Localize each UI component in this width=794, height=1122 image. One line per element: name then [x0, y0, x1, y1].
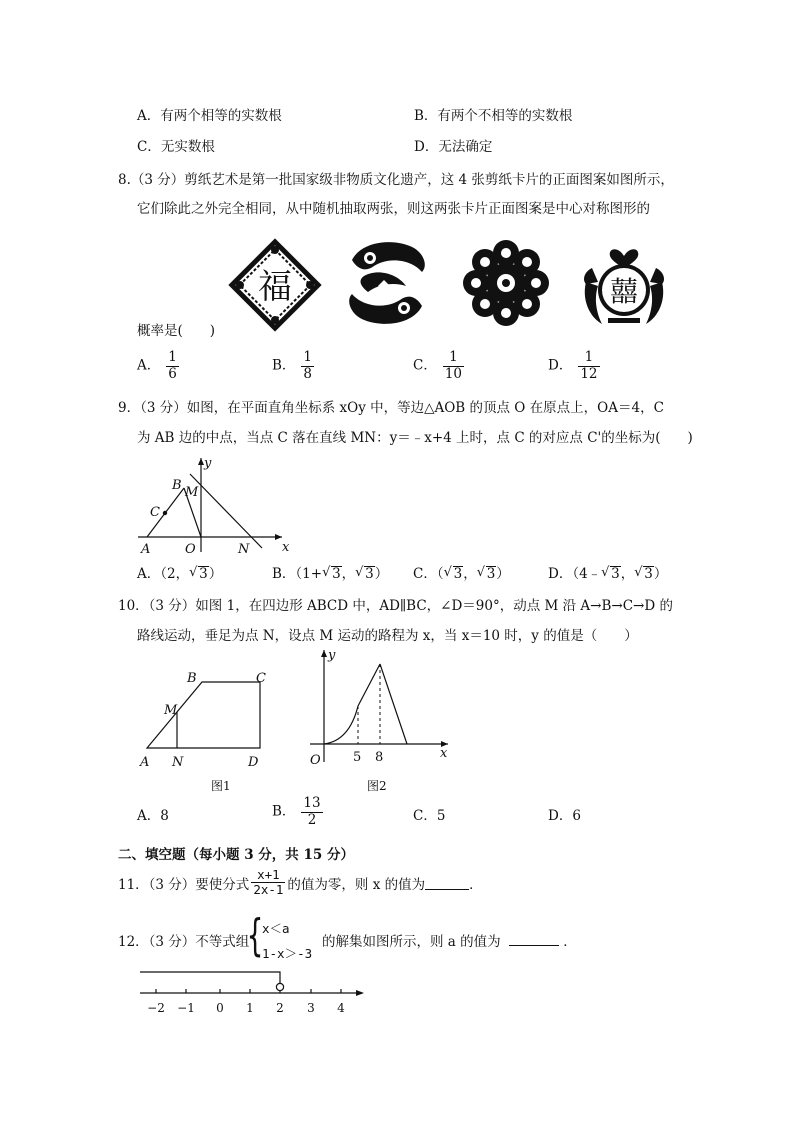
q8-option-b-label: B．	[272, 357, 296, 374]
q8-option-b	[272, 350, 314, 382]
q9-option-c-mid: ，	[463, 566, 477, 582]
q9-option-b-radicand: 3	[332, 566, 341, 582]
q9-text-line2: 为 AB 边的中点，当点 C 落在直线 MN：y＝﹣x+4 上时，点 C 的对应点 C'的坐标为( )	[137, 430, 693, 446]
q9-option-c-pre: C．（	[413, 566, 444, 582]
q8-option-d-denominator: 12	[580, 365, 598, 382]
label-c: C	[150, 505, 160, 520]
q8-option-c-fraction	[443, 350, 464, 382]
q7-option-a: A．有两个相等的实数根	[137, 108, 282, 124]
fig2-tick-8: 8	[375, 750, 384, 765]
q8-option-d-numerator: 1	[578, 350, 599, 367]
sqrt	[322, 566, 342, 582]
label-x: x	[282, 540, 290, 555]
q11-fraction	[251, 868, 285, 898]
tick-label: −2	[147, 1001, 165, 1015]
tick-label: 4	[337, 1001, 345, 1015]
q10-option-b	[272, 796, 323, 828]
q9-option-b	[272, 562, 388, 582]
q11-answer-blank[interactable]	[425, 875, 469, 890]
papercut-double-happiness-image	[578, 238, 670, 330]
q9-option-b-mid: ，	[341, 566, 356, 582]
q9-option-a-radicand: 3	[199, 566, 208, 582]
label-o: O	[185, 542, 196, 557]
sqrt	[477, 566, 497, 582]
q10-figure-2	[300, 646, 460, 770]
label-b: B	[172, 478, 182, 493]
label-y: y	[204, 456, 212, 471]
tick-label: −1	[177, 1001, 195, 1015]
q7-option-b: B．有两个不相等的实数根	[414, 108, 573, 124]
q9-option-d-radicand2: 3	[644, 566, 653, 582]
q10-option-d: D．6	[548, 808, 581, 824]
q12-post: 的解集如图所示，则 a 的值为	[322, 934, 501, 950]
fig1-label-d: D	[248, 755, 259, 770]
fig1-label-a: A	[140, 755, 150, 770]
fig2-label-o: O	[310, 753, 321, 768]
fig2-caption: 图2	[367, 779, 387, 793]
fig1-label-m: M	[164, 703, 178, 718]
q8-option-b-fraction	[301, 350, 314, 382]
q8-option-d-label: D．	[548, 357, 573, 374]
q12-inequality-1: x＜a	[262, 921, 290, 936]
q8-option-c-numerator: 1	[443, 350, 464, 367]
q9-option-a-pre: A．（2，	[137, 566, 190, 582]
fig1-label-n: N	[172, 755, 184, 770]
fig2-label-x: x	[440, 746, 448, 761]
papercut-fish-image	[344, 236, 430, 330]
sqrt	[444, 566, 464, 582]
papercut-fu-image	[226, 236, 324, 334]
label-a: A	[141, 542, 151, 557]
label-m: M	[185, 485, 199, 500]
fig1-label-c: C	[256, 671, 266, 686]
label-n: N	[238, 542, 250, 557]
q11-denominator: 2x-1	[253, 882, 284, 898]
q8-option-a	[137, 350, 179, 382]
xi-character: 囍	[609, 275, 639, 308]
fig2-tick-5: 5	[353, 750, 362, 765]
q9-text-line1: 9．（3 分）如图，在平面直角坐标系 xOy 中，等边△AOB 的顶点 O 在原点上，OA＝4，C	[118, 400, 664, 416]
q9-option-d-post: ）	[653, 566, 668, 582]
q10-option-b-label: B．	[272, 803, 296, 820]
open-point-marker	[276, 983, 283, 990]
q10-option-a: A．8	[137, 808, 169, 824]
q8-option-a-fraction	[166, 350, 179, 382]
tick-label: 3	[307, 1001, 315, 1015]
q9-option-a	[137, 562, 222, 582]
sqrt	[634, 566, 654, 582]
q8-option-a-numerator: 1	[168, 349, 177, 365]
q12-end: ．	[563, 934, 577, 950]
q9-coordinate-figure	[132, 452, 302, 557]
q9-option-c	[413, 562, 510, 582]
q10-text-line1: 10．（3 分）如图 1，在四边形 ABCD 中，AD∥BC，∠D＝90°，动点 M 沿 A→B→C→D 的	[118, 598, 673, 614]
tick-label: 2	[276, 1001, 284, 1015]
q8-option-a-label: A．	[137, 357, 161, 374]
fig1-caption: 图1	[211, 779, 231, 793]
q12-inequality-2: 1-x＞-3	[262, 946, 313, 961]
q9-option-c-radicand: 3	[453, 566, 463, 582]
q9-option-d-pre: D．（4﹣	[548, 566, 602, 582]
q11-numerator: x+1	[251, 868, 285, 883]
q12-pre: 12．（3 分）不等式组	[118, 934, 250, 950]
q10-option-b-fraction	[301, 796, 322, 828]
q8-text-line3: 概率是( )	[137, 323, 216, 339]
q11-end: ．	[469, 876, 483, 893]
q10-option-b-denominator: 2	[307, 811, 317, 828]
q8-option-a-denominator: 6	[168, 365, 177, 382]
q7-option-d: D．无法确定	[414, 139, 493, 155]
sqrt	[601, 566, 621, 582]
sqrt	[355, 566, 375, 582]
q8-option-c	[413, 350, 464, 382]
q11-pre: 11．（3 分）要使分式	[118, 876, 250, 893]
q9-option-d	[548, 562, 667, 582]
q7-option-c: C．无实数根	[137, 139, 215, 155]
tick-label: 1	[246, 1001, 254, 1015]
fig2-label-y: y	[328, 648, 336, 663]
tick-label: 0	[216, 1001, 224, 1015]
q8-option-d	[548, 350, 600, 382]
q9-option-d-radicand: 3	[611, 566, 620, 582]
q9-option-b-radicand2: 3	[365, 566, 374, 582]
q12-number-line	[130, 962, 370, 1018]
q10-option-b-numerator: 13	[303, 795, 321, 811]
q9-option-b-post: ）	[374, 566, 389, 582]
q9-option-d-mid: ，	[620, 566, 635, 582]
q11-post: 的值为零，则 x 的值为	[287, 876, 426, 893]
q9-option-a-post: ）	[208, 566, 223, 582]
sqrt	[189, 566, 209, 582]
q9-option-c-radicand2: 3	[486, 566, 496, 582]
q12-answer-blank[interactable]	[509, 931, 559, 946]
brace-icon: {	[246, 910, 264, 961]
q10-option-c: C．5	[413, 808, 446, 824]
q8-option-c-label: C．	[413, 357, 437, 374]
q8-text-line2: 它们除此之外完全相同，从中随机抽取两张，则这两张卡片正面图案是中心对称图形的	[137, 201, 650, 217]
q8-option-b-numerator: 1	[303, 349, 313, 365]
papercut-flower-image	[459, 236, 553, 330]
q11	[118, 868, 483, 898]
q8-option-b-denominator: 8	[303, 365, 313, 382]
q10-text-line2: 路线运动，垂足为点 N，设点 M 运动的路程为 x，当 x＝10 时，y 的值是（ ）	[137, 628, 638, 644]
q8-option-d-fraction	[578, 350, 599, 382]
q9-option-c-post: ）	[496, 566, 510, 582]
q8-text-line1: 8.（3 分）剪纸艺术是第一批国家级非物质文化遗产，这 4 张剪纸卡片的正面图案如图所示，	[118, 172, 674, 188]
fu-character: 福	[258, 267, 292, 307]
q12-post-wrap	[322, 930, 577, 950]
section-2-title: 二、填空题（每小题 3 分，共 15 分）	[118, 847, 354, 863]
fig1-label-b: B	[187, 671, 197, 686]
q9-option-b-pre: B．（1+	[272, 566, 323, 582]
q10-figure-1	[132, 662, 282, 772]
q8-option-c-denominator: 10	[444, 365, 463, 382]
